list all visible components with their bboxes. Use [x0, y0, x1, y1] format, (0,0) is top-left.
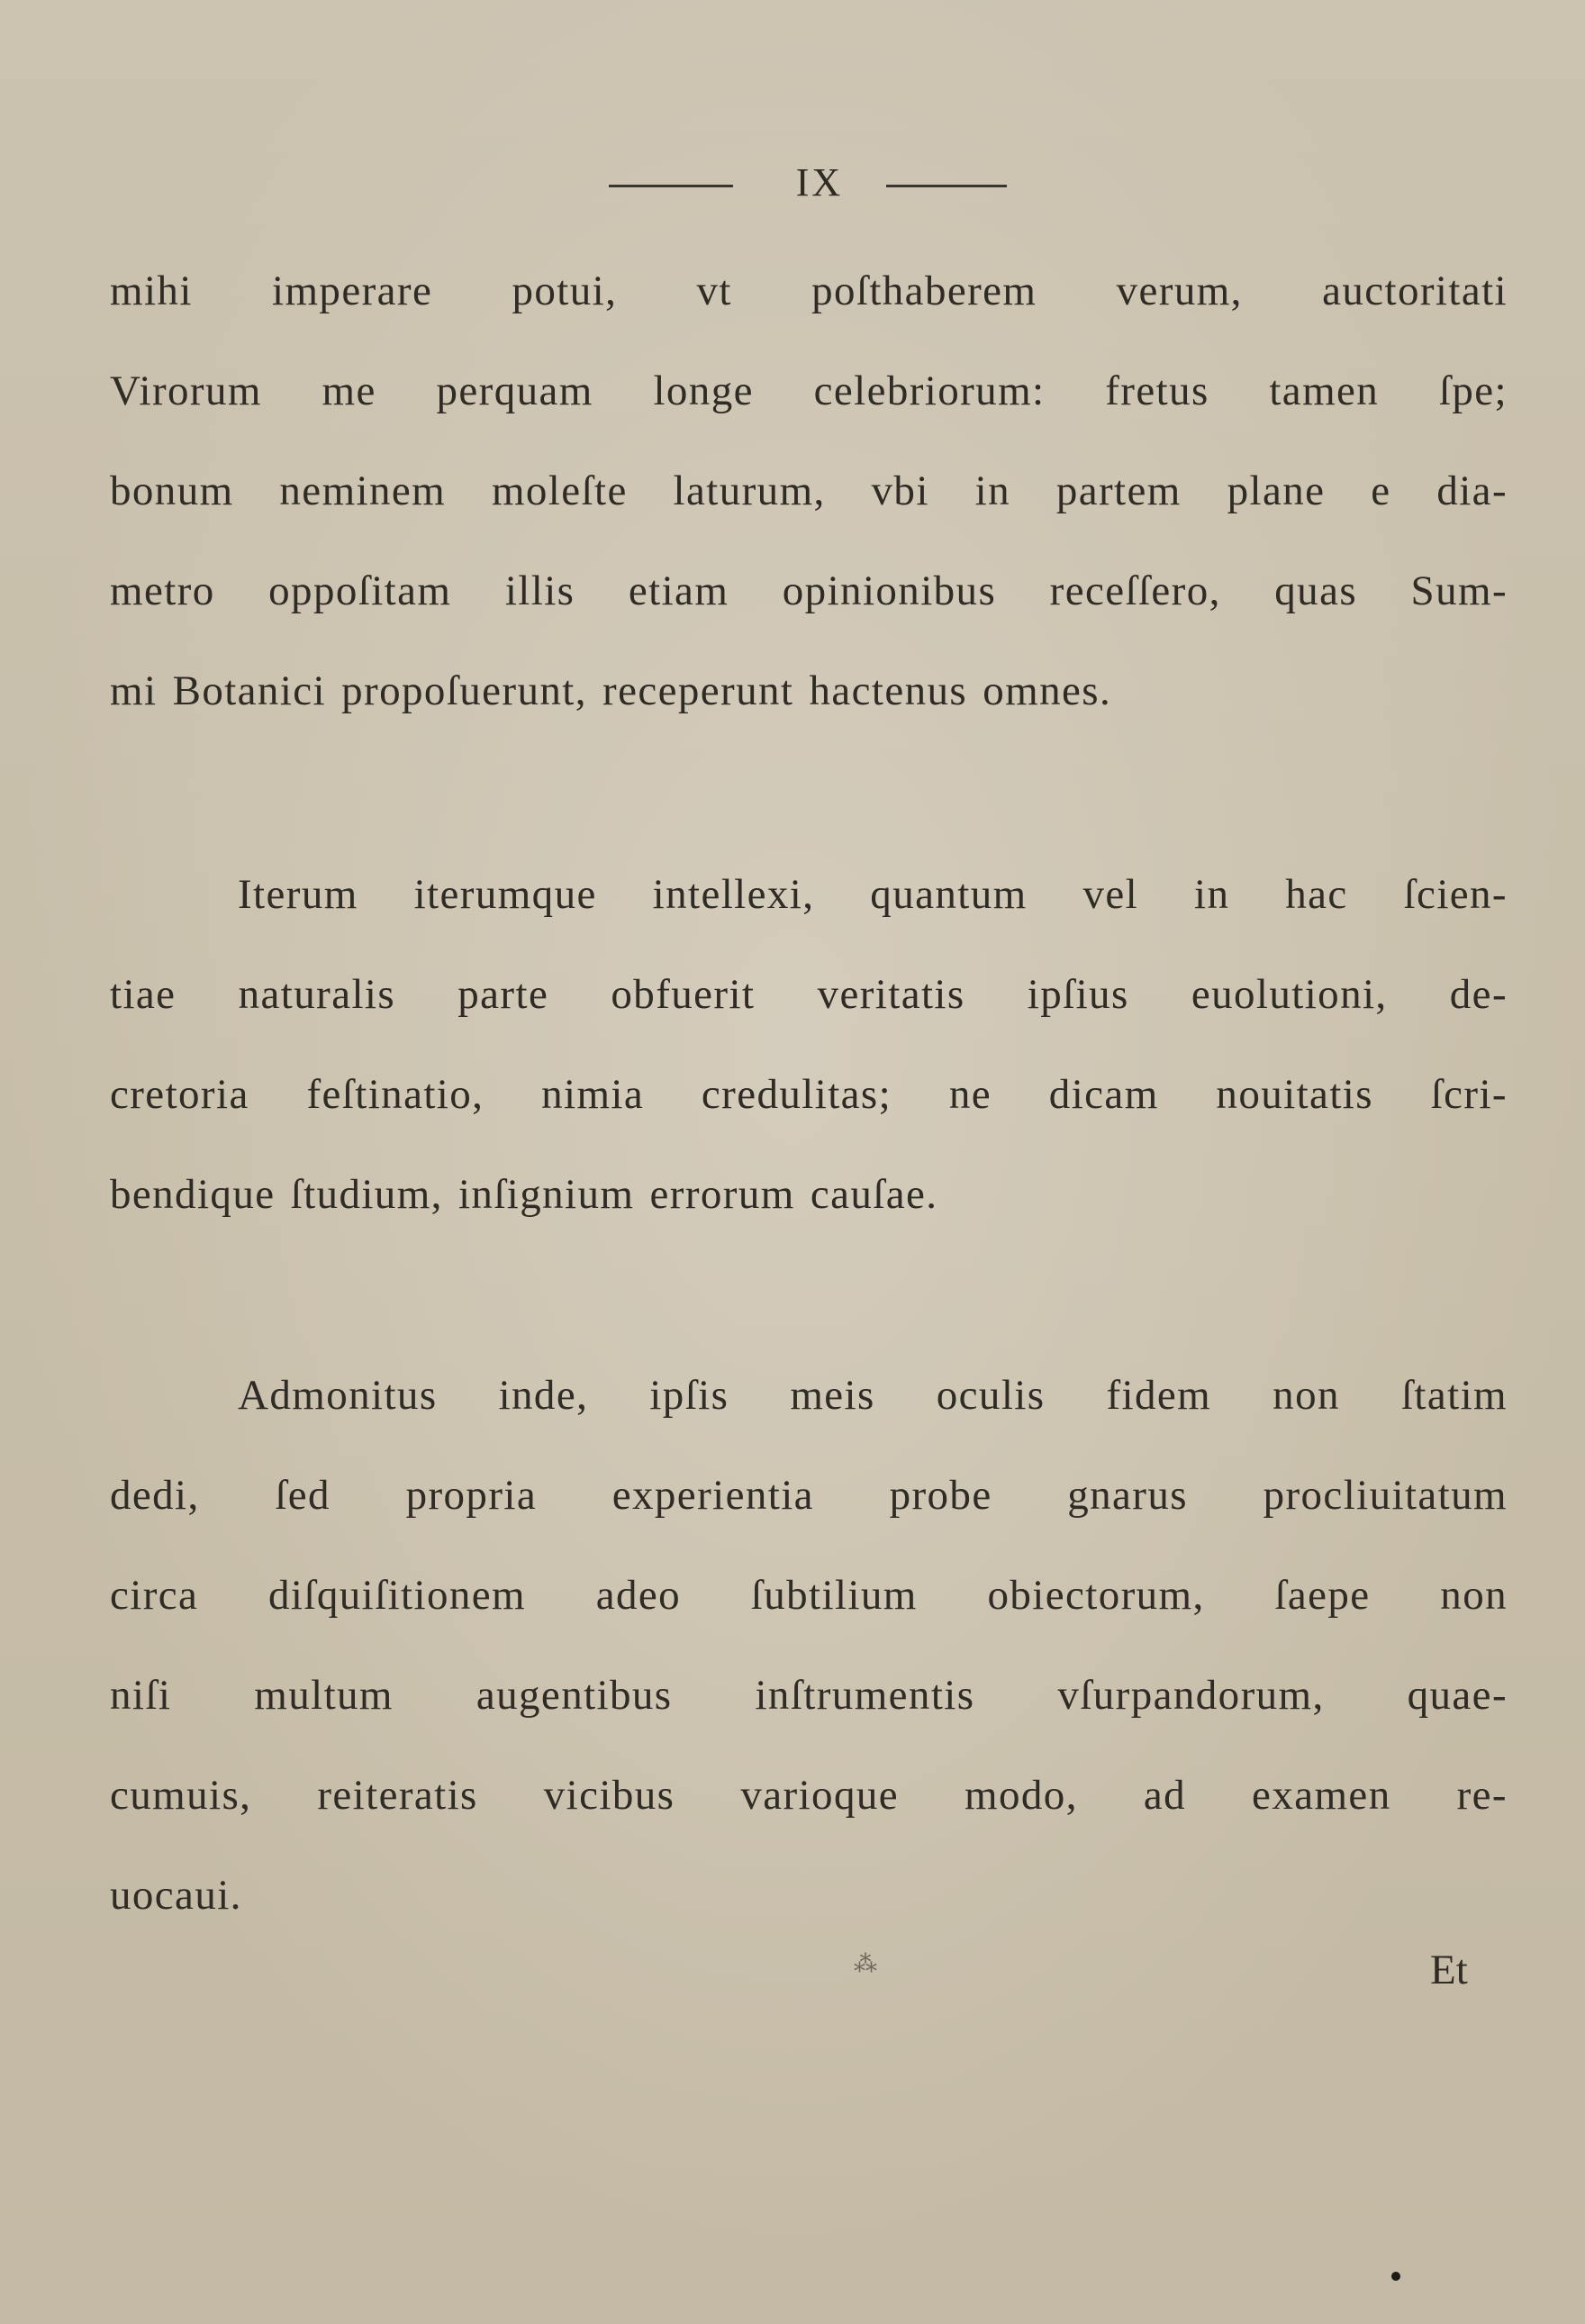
text-line: bendique ſtudium, inſignium errorum cauſae.	[110, 1171, 938, 1218]
catchword: Et	[1430, 1947, 1468, 1993]
paragraph-1	[110, 241, 1508, 741]
text-line: bonum neminem moleſte laturum, vbi in partem plane e dia-	[110, 468, 1508, 514]
page-number: IX	[795, 160, 844, 204]
paragraph-gap	[110, 741, 1508, 845]
text-line: dedi, ſed propria experientia probe gnarus procliuitatum	[110, 1472, 1508, 1519]
header-rule-right	[886, 185, 1007, 187]
text-line: Admonitus inde, ipſis meis oculis fidem non ſtatim	[238, 1372, 1508, 1419]
body-text	[110, 241, 1508, 1946]
paragraph-3	[110, 1346, 1508, 1946]
text-line: metro oppoſitam illis etiam opinionibus receſſero, quas Sum-	[110, 567, 1508, 614]
text-line: Virorum me perquam longe celebriorum: fretus tamen ſpe;	[110, 368, 1508, 414]
text-line: circa diſquiſitionem adeo ſubtilium obiectorum, ſaepe non	[110, 1572, 1508, 1619]
paragraph-gap	[110, 1245, 1508, 1346]
text-line: cumuis, reiteratis vicibus varioque modo, ad examen re-	[110, 1772, 1508, 1819]
text-line: niſi multum augentibus inſtrumentis vſurpandorum, quae-	[110, 1672, 1508, 1719]
text-line: uocaui.	[110, 1872, 242, 1919]
page-footer	[0, 1946, 1585, 2018]
text-line: mihi imperare potui, vt poſthaberem verum, auctoritati	[110, 268, 1508, 314]
ink-speck	[1391, 2272, 1400, 2281]
text-line: Iterum iterumque intellexi, quantum vel in hac ſcien-	[238, 871, 1508, 918]
header-rule-left	[609, 185, 733, 187]
text-line: cretoria feſtinatio, nimia credulitas; ne dicam nouitatis ſcri-	[110, 1071, 1508, 1118]
paragraph-2	[110, 845, 1508, 1245]
text-line: mi Botanici propoſuerunt, receperunt hactenus omnes.	[110, 667, 1112, 714]
ornament-asterism-icon: ⁂	[854, 1951, 879, 1978]
page-header	[0, 160, 1585, 205]
text-line: tiae naturalis parte obfuerit veritatis ipſius euolutioni, de-	[110, 971, 1508, 1018]
